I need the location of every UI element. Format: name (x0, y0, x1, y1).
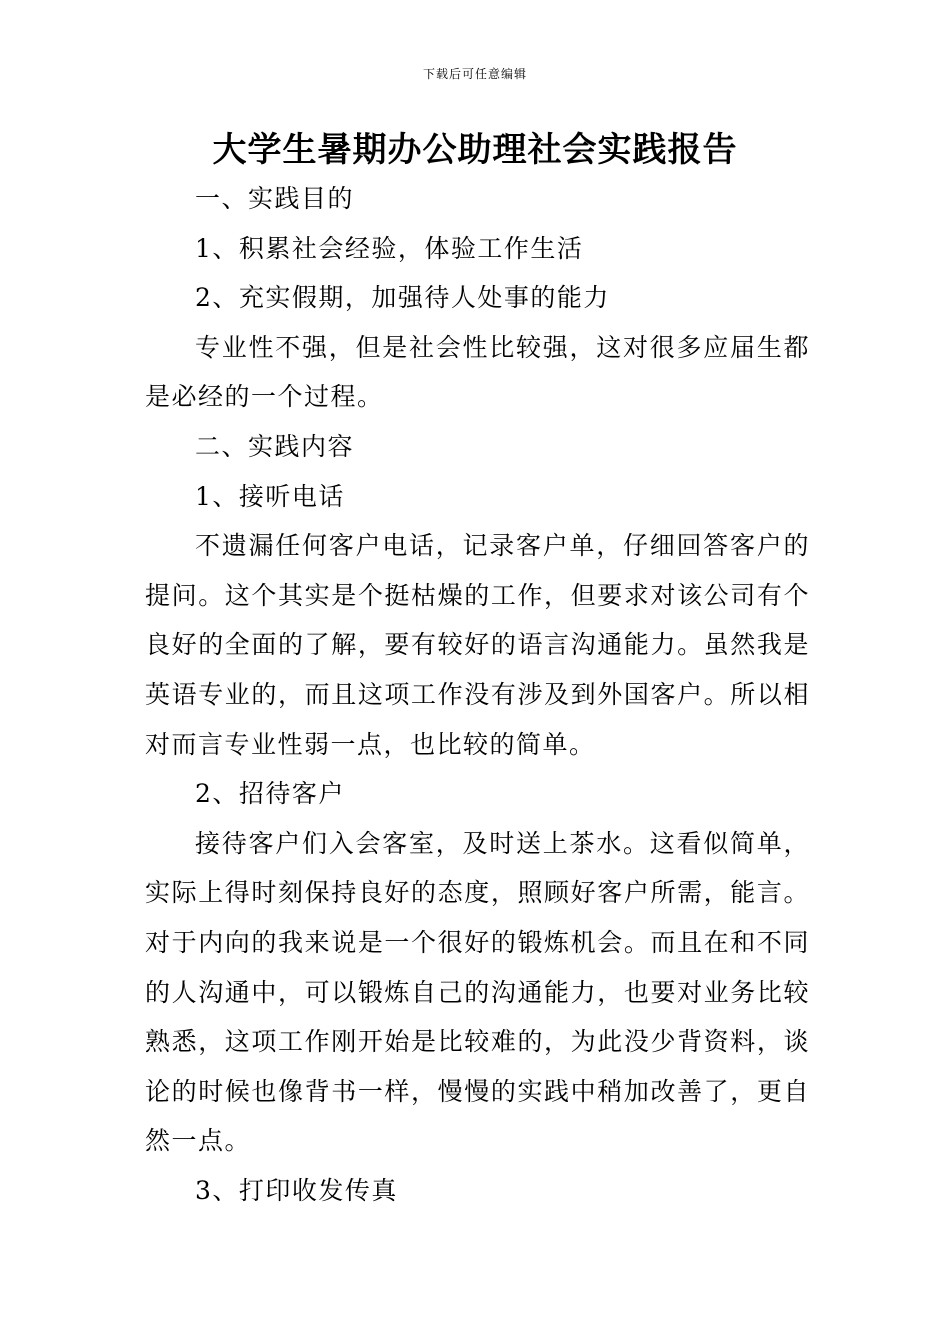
purpose-paragraph: 专业性不强，但是社会性比较强，这对很多应届生都是必经的一个过程。 (145, 332, 810, 412)
document-body (145, 174, 810, 1215)
content-heading-1: 1、接听电话 (195, 481, 345, 511)
content-paragraph-2: 接待客户们入会客室，及时送上茶水。这看似简单，实际上得时刻保持良好的态度，照顾好客户所需，能言。对于内向的我来说是一个很好的锻炼机会。而且在和不同的人沟通中，可以锻炼自己的沟通能力，也要对业务比较熟悉，这项工作刚开始是比较难的，为此没少背资料，谈论的时候也像背书一样，慢慢的实践中稍加改善了，更自然一点。 (145, 828, 810, 1156)
header-note: 下载后可任意编辑 (422, 67, 527, 81)
section-heading-content: 二、实践内容 (195, 431, 355, 461)
purpose-item-1: 1、积累社会经验，体验工作生活 (195, 233, 584, 263)
section-heading-purpose: 一、实践目的 (195, 184, 355, 213)
content-heading-2: 2、招待客户 (195, 779, 345, 809)
content-heading-3: 3、打印收发传真 (195, 1175, 398, 1205)
content-paragraph-1: 不遗漏任何客户电话，记录客户单，仔细回答客户的提问。这个其实是个挺枯燥的工作，但要求对该公司有个良好的全面的了解，要有较好的语言沟通能力。虽然我是英语专业的，而且这项工作没有涉及到外国客户。所以相对而言专业性弱一点，也比较的简单。 (145, 531, 810, 759)
document-title: 大学生暑期办公助理社会实践报告 (212, 130, 738, 170)
purpose-item-2: 2、充实假期，加强待人处事的能力 (195, 283, 610, 313)
